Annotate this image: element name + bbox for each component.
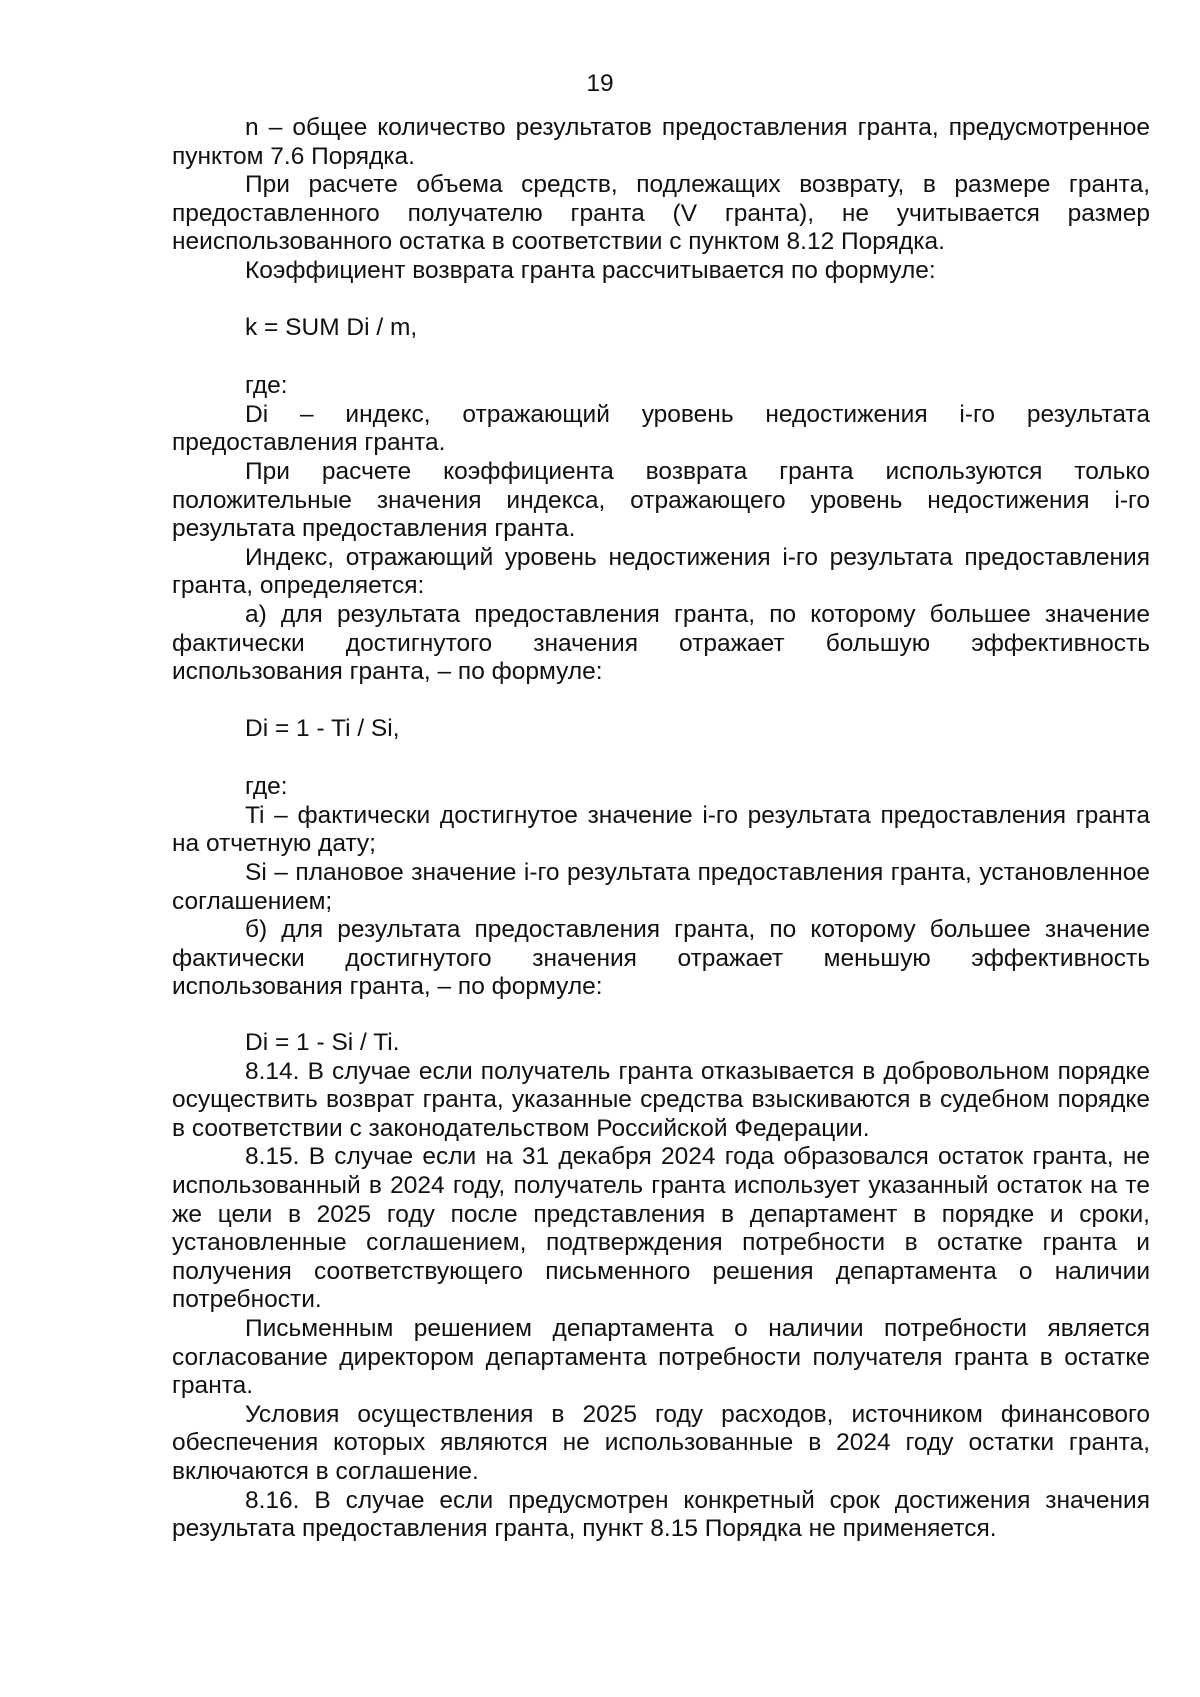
- paragraph-n-definition: n – общее количество результатов предоставления гранта, предусмотренное пунктом 7.6 Порядка.: [172, 114, 1150, 170]
- paragraph-case-b: б) для результата предоставления гранта, по которому большее значение фактически достигнутого значения отражает меньшую эффективность использования гранта, – по формуле:: [172, 916, 1150, 1001]
- paragraph-conditions-2025: Условия осуществления в 2025 году расходов, источником финансового обеспечения которых являются не использованные в 2024 году остатки гранта, включаются в соглашение.: [172, 1400, 1150, 1485]
- formula-k: k = SUM Di / m,: [245, 313, 418, 341]
- document-body: [172, 114, 1150, 1544]
- paragraph-positive-values: При расчете коэффициента возврата гранта используются только положительные значения индекса, отражающего уровень недостижения i-го результата предоставления гранта.: [172, 457, 1150, 543]
- paragraph-8-14: 8.14. В случае если получатель гранта отказывается в добровольном порядке осуществить возврат гранта, указанные средства взыскиваются в судебном порядке в соответствии с законодательством Российской Федерации.: [172, 1057, 1150, 1142]
- paragraph-si-definition: Si – плановое значение i-го результата предоставления гранта, установленное соглашением;: [172, 859, 1150, 915]
- page-number: 19: [586, 70, 614, 97]
- paragraph-calculation-note: При расчете объема средств, подлежащих возврату, в размере гранта, предоставленного получателю гранта (V гранта), не учитывается размер неиспользованного остатка в соответствии с пунктом 8.12 Порядка.: [172, 171, 1150, 256]
- paragraph-8-15: 8.15. В случае если на 31 декабря 2024 года образовался остаток гранта, не использованный в 2024 году, получатель гранта использует указанный остаток на те же цели в 2025 году после представления в департамент в порядке и сроки, установленные соглашением, подтверждения потребности в остатке гранта и получения соответствующего письменного решения департамента о наличии потребности.: [172, 1143, 1150, 1314]
- paragraph-di-definition: Di – индекс, отражающий уровень недостижения i-го результата предоставления гранта.: [172, 400, 1150, 457]
- where-label: где:: [245, 372, 288, 400]
- paragraph-coefficient-intro: Коэффициент возврата гранта рассчитывается по формуле:: [245, 256, 936, 284]
- paragraph-ti-definition: Ti – фактически достигнутое значение i-го результата предоставления гранта на отчетную дату;: [172, 801, 1150, 858]
- paragraph-index-intro: Индекс, отражающий уровень недостижения i-го результата предоставления гранта, определяется:: [172, 543, 1150, 600]
- where-label: где:: [245, 773, 288, 801]
- paragraph-8-16: 8.16. В случае если предусмотрен конкретный срок достижения значения результата предоставления гранта, пункт 8.15 Порядка не применяется.: [172, 1486, 1150, 1543]
- formula-di-b: Di = 1 - Si / Ti.: [245, 1029, 400, 1057]
- paragraph-written-decision: Письменным решением департамента о наличии потребности является согласование директором департамента потребности получателя гранта в остатке гранта.: [172, 1314, 1150, 1400]
- paragraph-case-a: а) для результата предоставления гранта, по которому большее значение фактически достигнутого значения отражает большую эффективность использования гранта, – по формуле:: [172, 600, 1150, 686]
- formula-di-a: Di = 1 - Ti / Si,: [245, 714, 400, 742]
